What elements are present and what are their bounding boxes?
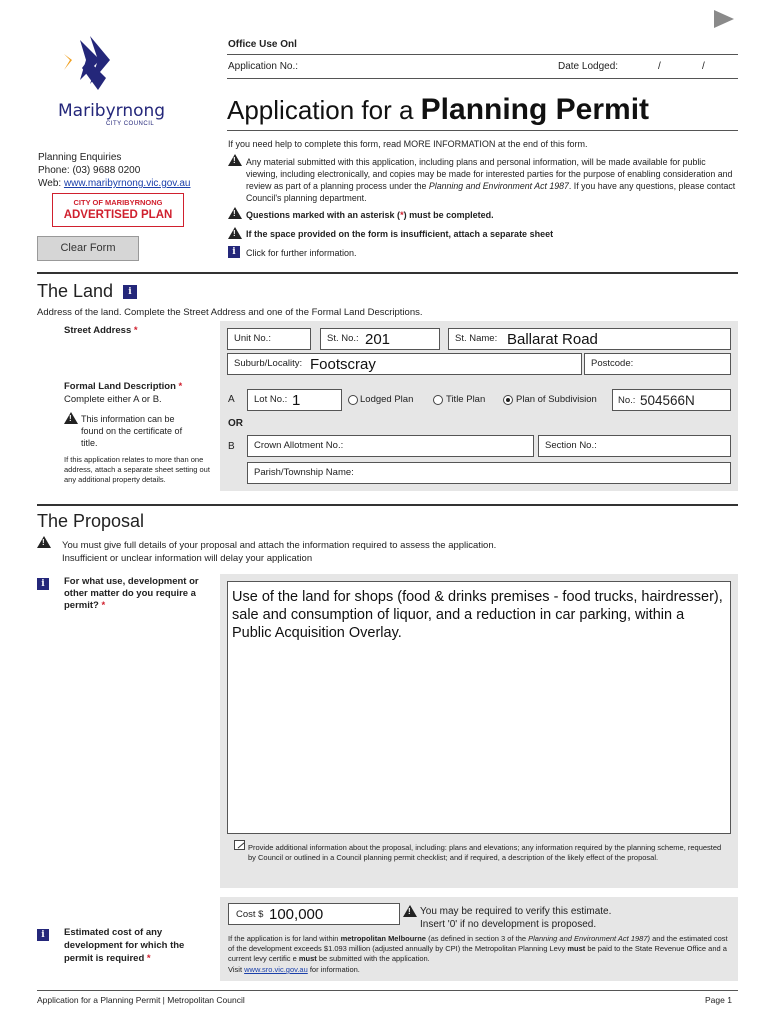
notice-public-viewing: Any material submitted with this application, including plans and personal information, will be made available for public viewing, including electronically, and copies may be made for interested parties for the purpose of enabling consideration and review as part of a planning process under the Planning and Environment Act 1987. If you have any questions, please contact Council's planning department. — [246, 157, 736, 203]
warning-icon — [228, 227, 242, 239]
warning-icon — [64, 412, 78, 424]
date-lodged-label: Date Lodged: — [558, 61, 619, 72]
council-sub: CITY COUNCIL — [106, 121, 155, 127]
info-icon[interactable]: i — [228, 246, 240, 258]
warning-icon — [228, 154, 242, 166]
info-icon[interactable]: i — [37, 929, 49, 941]
plan-of-subdivision-radio[interactable] — [503, 395, 513, 405]
notice-separate-sheet: If the space provided on the form is insufficient, attach a separate sheet — [246, 229, 554, 239]
council-logo — [58, 34, 178, 127]
verify-note: You may be required to verify this estimate. Insert '0' if no development is proposed. — [420, 906, 612, 930]
crown-allotment-field[interactable]: Crown Allotment No.: — [247, 435, 534, 457]
use-answer-field[interactable]: Use of the land for shops (food & drinks premises - food trucks, hairdresser), sale and consumption of liquor, and a reduction in car parking, within a Public Acquisition Overlay. — [227, 581, 731, 834]
next-page-arrow-icon[interactable] — [714, 10, 734, 28]
edit-note-icon — [234, 840, 245, 850]
street-no-field[interactable]: St. No.: 201 — [320, 328, 440, 350]
formal-land-label: Formal Land Description * — [64, 381, 183, 392]
office-use-title: Office Use Onl — [228, 39, 297, 50]
street-address-label: Street Address * — [64, 325, 138, 336]
advertised-plan-stamp: CITY OF MARIBYRNONG ADVERTISED PLAN — [52, 193, 184, 227]
title-plan-radio[interactable] — [433, 395, 443, 405]
suburb-field[interactable]: Suburb/Locality: Footscray — [227, 353, 582, 375]
plan-number-field[interactable]: No.: 504566N — [612, 389, 731, 411]
certificate-note: This information can be found on the certificate of title. — [81, 414, 183, 448]
postcode-field[interactable]: Postcode: — [584, 353, 731, 375]
info-icon[interactable]: i — [37, 578, 49, 590]
notice-click-info: Click for further information. — [246, 248, 357, 258]
application-no-label: Application No.: — [228, 61, 299, 72]
multi-address-note: If this application relates to more than one address, attach a separate sheet setting out any additional property details. — [64, 455, 210, 484]
lodged-plan-radio[interactable] — [348, 395, 358, 405]
warning-icon — [37, 536, 51, 548]
logo-mark-icon — [58, 34, 178, 96]
use-question: For what use, development or other matter do you require a permit? * — [64, 576, 199, 611]
proposal-warning: You must give full details of your proposal and attach the information required to assess the application. Insufficient or unclear information will delay your application — [62, 540, 497, 564]
cost-question: Estimated cost of any development for which the permit is required * — [64, 927, 185, 964]
land-intro: Address of the land. Complete the Street Address and one of the Formal Land Descriptions. — [37, 307, 423, 318]
visit-note: Visit www.sro.vic.gov.au for information. — [228, 965, 360, 974]
unit-no-field[interactable]: Unit No.: — [227, 328, 311, 350]
street-name-field[interactable]: St. Name: Ballarat Road — [448, 328, 731, 350]
section-heading-proposal: The Proposal — [37, 511, 145, 531]
info-icon[interactable]: i — [123, 285, 137, 299]
footer-page: Page 1 — [705, 995, 732, 1005]
parish-field[interactable]: Parish/Township Name: — [247, 462, 731, 484]
lot-no-field[interactable]: Lot No.: 1 — [247, 389, 342, 411]
cost-field[interactable]: Cost $ 100,000 — [228, 903, 400, 925]
contact-block: Planning Enquiries Phone: (03) 9688 0200 Web: www.maribyrnong.vic.gov.au — [38, 152, 191, 189]
section-heading-land: The Land — [37, 281, 114, 301]
warning-icon — [228, 207, 242, 219]
help-text: If you need help to complete this form, read MORE INFORMATION at the end of this form. — [228, 139, 588, 149]
sro-link[interactable]: www.sro.vic.gov.au — [244, 965, 308, 974]
clear-form-button[interactable]: Clear Form — [37, 236, 139, 261]
warning-icon — [403, 905, 417, 917]
council-website-link[interactable]: www.maribyrnong.vic.gov.au — [63, 178, 191, 189]
council-name: Maribyrnong — [58, 101, 166, 121]
notice-asterisk: Questions marked with an asterisk (*) must be completed. — [246, 210, 494, 220]
section-no-field[interactable]: Section No.: — [538, 435, 731, 457]
footer-left: Application for a Planning Permit | Metropolitan Council — [37, 995, 245, 1005]
metro-levy-note: If the application is for land within metropolitan Melbourne (as defined in section 3 of the Planning and Environment Act 1987) and the estimated cost of the development exceeds $1.093 million (adjusted annually by CPI) the Metropolitan Planning Levy must be paid to the State Revenue Office and a current levy certific e must be submitted with the application. — [228, 934, 728, 963]
additional-info-note: Provide additional information about the proposal, including: plans and elevations; any information required by the planning scheme, requested by Council or outlined in a Council planning permit checklist; and if required, a description of the likely effect of the proposal. — [248, 843, 722, 862]
formal-land-sub: Complete either A or B. — [64, 394, 162, 405]
page-title: Application for a Planning Permit — [227, 93, 650, 126]
